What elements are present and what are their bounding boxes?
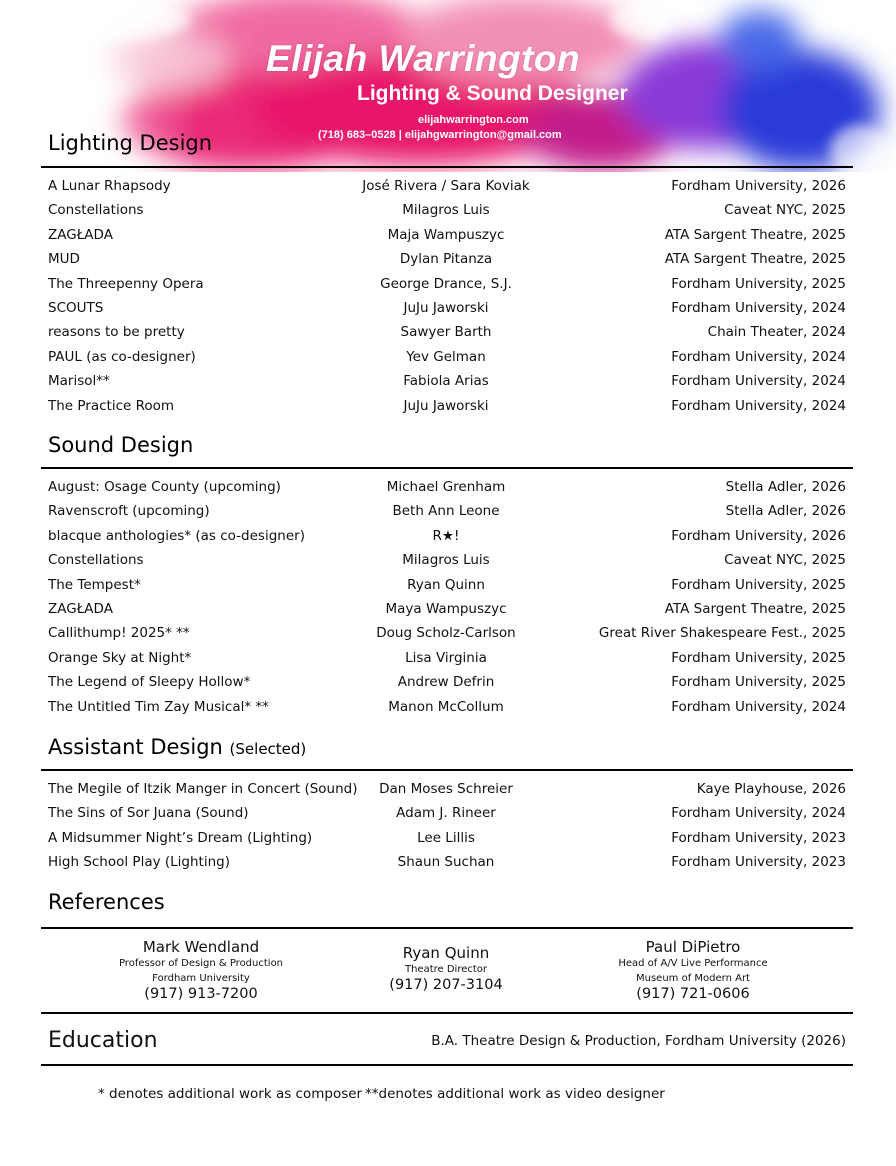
section-divider (41, 166, 853, 168)
references-section-title: References (48, 890, 165, 914)
director-name: Yev Gelman (406, 348, 486, 365)
production-title: Orange Sky at Night* (48, 649, 192, 666)
production-title: August: Osage County (upcoming) (48, 479, 281, 495)
production-title: ZAGŁADA (48, 226, 113, 243)
director-name: Ryan Quinn (407, 576, 485, 593)
production-title: PAUL (as co-designer) (48, 348, 196, 365)
production-title: ZAGŁADA (48, 601, 113, 617)
venue-year: Fordham University, 2024 (671, 373, 846, 390)
designer-role: Lighting & Sound Designer (357, 82, 628, 105)
reference-name: Mark Wendland (142, 938, 260, 956)
venue-year: Fordham University, 2025 (671, 674, 846, 691)
lighting-section-title: Lighting Design (48, 131, 213, 155)
credit-row (48, 854, 846, 876)
reference-org: Museum of Modern Art (636, 973, 750, 984)
contact-info[interactable]: (718) 683–0528 | elijahgwarrington@gmail.com (318, 129, 562, 141)
director-name: Shaun Suchan (397, 854, 495, 871)
venue-year: Fordham University, 2024 (671, 300, 846, 316)
production-title: The Threepenny Opera (48, 275, 204, 292)
credit-row (48, 503, 846, 525)
reference-name: Ryan Quinn (402, 944, 490, 962)
credit-row (48, 373, 846, 395)
credit-row (48, 699, 846, 721)
production-title: blacque anthologies* (as co-designer) (48, 527, 305, 544)
credit-row (48, 300, 846, 322)
venue-year: Fordham University, 2024 (671, 805, 846, 822)
credit-row (48, 349, 846, 371)
credit-row (48, 324, 846, 346)
reference-title: Professor of Design & Production (118, 958, 284, 969)
venue-year: Fordham University, 2026 (671, 178, 846, 194)
reference-card (100, 938, 302, 1002)
director-name: R★! (432, 527, 460, 544)
director-name: Manon McCollum (388, 698, 504, 715)
director-name: Fabiola Arias (403, 373, 489, 390)
director-name: Maja Wampuszyc (387, 226, 505, 243)
venue-year: Fordham University, 2024 (671, 397, 846, 414)
venue-year: Fordham University, 2025 (671, 576, 846, 593)
venue-year: Fordham University, 2025 (671, 275, 846, 292)
credit-row (48, 650, 846, 672)
credit-row (48, 577, 846, 599)
director-name: Beth Ann Leone (392, 503, 500, 520)
section-divider (41, 1064, 853, 1066)
reference-title: Theatre Director (404, 964, 488, 975)
production-title: A Midsummer Night’s Dream (Lighting) (48, 829, 313, 846)
reference-phone[interactable]: (917) 913-7200 (144, 986, 258, 1002)
venue-year: Caveat NYC, 2025 (724, 552, 846, 569)
venue-year: ATA Sargent Theatre, 2025 (664, 601, 846, 617)
production-title: SCOUTS (48, 300, 104, 316)
assistant-title-text: Assistant Design (48, 735, 223, 759)
director-name: Dan Moses Schreier (379, 781, 513, 797)
director-name: Andrew Defrin (397, 674, 495, 691)
venue-year: Fordham University, 2023 (671, 829, 846, 846)
venue-year: Fordham University, 2025 (671, 649, 846, 666)
reference-phone[interactable]: (917) 207-3104 (389, 977, 503, 993)
credit-row (48, 398, 846, 420)
section-divider (41, 1012, 853, 1014)
reference-card (592, 938, 794, 1002)
director-name: Doug Scholz-Carlson (376, 625, 516, 642)
credit-row (48, 805, 846, 827)
credit-row (48, 830, 846, 852)
education-degree: B.A. Theatre Design & Production, Fordham University (2026) (431, 1033, 846, 1049)
credit-row (48, 251, 846, 273)
section-divider (41, 927, 853, 929)
credit-row (48, 625, 846, 647)
director-name: JuJu Jaworski (403, 397, 489, 414)
production-title: The Tempest* (48, 576, 141, 593)
website-link[interactable]: elijahwarrington.com (418, 114, 529, 126)
credit-row (48, 528, 846, 550)
production-title: The Legend of Sleepy Hollow* (48, 674, 251, 691)
production-title: High School Play (Lighting) (48, 854, 230, 871)
director-name: Michael Grenham (386, 479, 506, 495)
venue-year: Stella Adler, 2026 (725, 503, 846, 520)
director-name: Adam J. Rineer (396, 805, 496, 822)
production-title: reasons to be pretty (48, 324, 185, 341)
production-title: The Untitled Tim Zay Musical* ** (48, 698, 269, 715)
section-divider (41, 769, 853, 771)
director-name: Dylan Pitanza (399, 251, 493, 268)
director-name: José Rivera / Sara Koviak (362, 178, 530, 194)
production-title: MUD (48, 251, 80, 268)
director-name: Lisa Virginia (405, 649, 487, 666)
director-name: Lee Lillis (417, 829, 475, 846)
credit-row (48, 202, 846, 224)
venue-year: Great River Shakespeare Fest., 2025 (598, 625, 846, 642)
education-section-title: Education (48, 1028, 158, 1053)
production-title: The Megile of Itzik Manger in Concert (Sound) (48, 781, 358, 797)
director-name: Milagros Luis (402, 552, 490, 569)
venue-year: Kaye Playhouse, 2026 (696, 781, 846, 797)
credit-row (48, 601, 846, 623)
credit-row (48, 178, 846, 200)
director-name: Milagros Luis (402, 202, 490, 219)
director-name: Sawyer Barth (400, 324, 492, 341)
reference-name: Paul DiPietro (645, 938, 741, 956)
reference-title: Head of A/V Live Performance (618, 958, 768, 969)
footnote-video: **denotes additional work as video designer (365, 1086, 665, 1102)
director-name: Maya Wampuszyc (385, 601, 507, 617)
section-divider (41, 467, 853, 469)
sound-section-title: Sound Design (48, 433, 194, 457)
production-title: Constellations (48, 202, 144, 219)
credit-row (48, 227, 846, 249)
director-name: George Drance, S.J. (380, 275, 512, 292)
venue-year: Chain Theater, 2024 (707, 324, 846, 341)
venue-year: ATA Sargent Theatre, 2025 (664, 226, 846, 243)
credit-row (48, 552, 846, 574)
venue-year: ATA Sargent Theatre, 2025 (664, 251, 846, 268)
reference-phone[interactable]: (917) 721-0606 (636, 986, 750, 1002)
venue-year: Caveat NYC, 2025 (724, 202, 846, 219)
credit-row (48, 276, 846, 298)
credit-row (48, 781, 846, 803)
credit-row (48, 674, 846, 696)
production-title: Callithump! 2025* ** (48, 625, 190, 642)
assistant-section-title (48, 735, 306, 759)
production-title: Constellations (48, 552, 144, 569)
production-title: Ravenscroft (upcoming) (48, 503, 210, 520)
director-name: JuJu Jaworski (403, 300, 489, 316)
footnote-composer: * denotes additional work as composer (98, 1086, 363, 1102)
credit-row (48, 479, 846, 501)
reference-card (346, 944, 546, 993)
reference-org: Fordham University (152, 973, 250, 984)
venue-year: Fordham University, 2023 (671, 854, 846, 871)
venue-year: Fordham University, 2024 (671, 348, 846, 365)
venue-year: Stella Adler, 2026 (725, 479, 846, 495)
production-title: The Sins of Sor Juana (Sound) (48, 805, 249, 822)
production-title: The Practice Room (48, 397, 175, 414)
designer-name: Elijah Warrington (266, 38, 581, 79)
production-title: A Lunar Rhapsody (48, 178, 171, 194)
production-title: Marisol** (48, 373, 110, 390)
venue-year: Fordham University, 2024 (671, 698, 846, 715)
assistant-subtitle: (Selected) (229, 740, 307, 758)
venue-year: Fordham University, 2026 (671, 527, 846, 544)
